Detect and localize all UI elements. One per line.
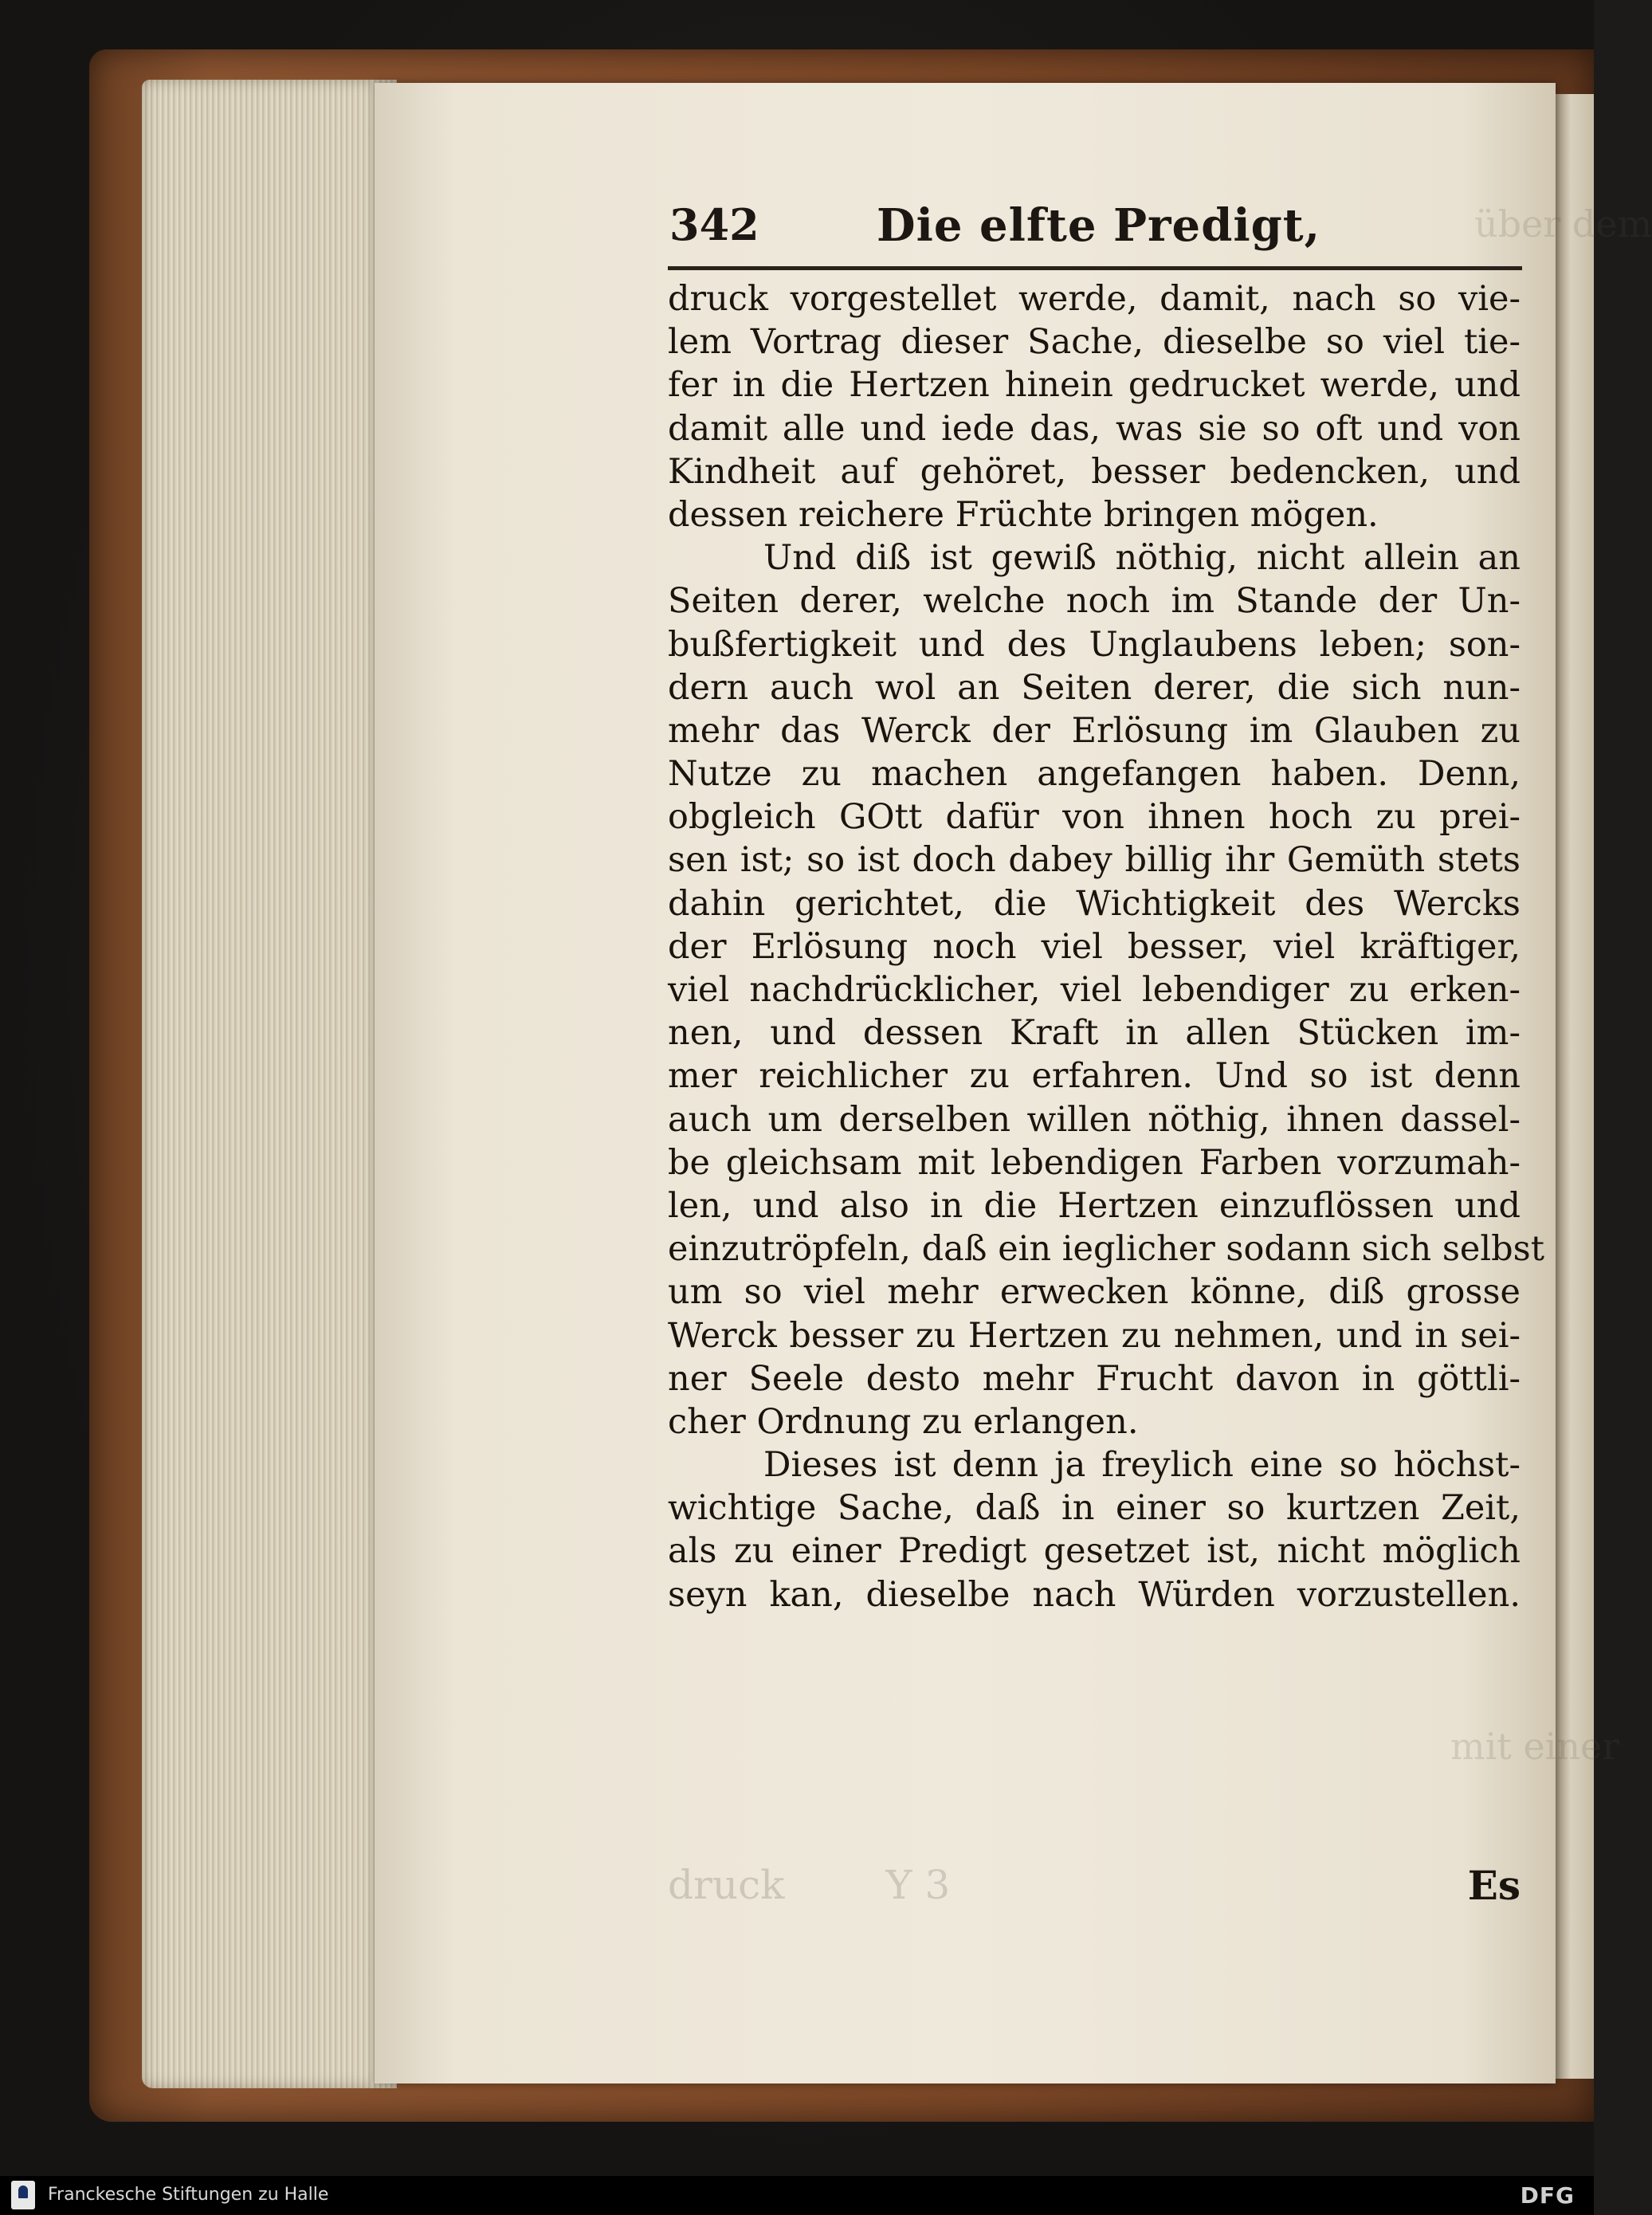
facing-page-edge: [1556, 94, 1594, 2079]
text-line: dern auch wol an Seiten derer, die sich nun-: [668, 667, 1521, 708]
dfg-logo: DFG: [1520, 2182, 1575, 2209]
text-line: Kindheit auf gehöret, besser bedencken, und: [668, 451, 1521, 492]
institution-logo-icon: [11, 2181, 35, 2209]
page-number: 342: [669, 199, 759, 250]
page-header: [669, 199, 1522, 257]
text-line: fer in die Hertzen hinein gedrucket werde, und: [668, 365, 1521, 406]
running-title: Die elfte Predigt,: [877, 199, 1321, 252]
text-line: Dieses ist denn ja freylich eine so höchst-: [763, 1445, 1521, 1486]
viewer-footer: [0, 2176, 1594, 2215]
text-line: Werck besser zu Hertzen zu nehmen, und in sei-: [668, 1315, 1521, 1356]
catchword: Es: [1467, 1862, 1521, 1909]
text-line: der Erlösung noch viel besser, viel kräftiger,: [668, 926, 1521, 967]
text-line: ner Seele desto mehr Frucht davon in göttli-: [668, 1358, 1521, 1399]
text-line: seyn kan, dieselbe nach Würden vorzustellen.: [668, 1574, 1521, 1615]
bleed-through-text: mit einer: [1450, 1725, 1620, 1768]
text-line: als zu einer Predigt gesetzet ist, nicht möglich: [668, 1531, 1521, 1572]
text-line: dessen reichere Früchte bringen mögen.: [668, 494, 1379, 535]
text-line: sen ist; so ist doch dabey billig ihr Gemüth stets: [668, 840, 1521, 881]
page-edges: [142, 80, 397, 2088]
text-line: be gleichsam mit lebendigen Farben vorzumah-: [668, 1142, 1521, 1183]
text-line: viel nachdrücklicher, viel lebendiger zu erken-: [668, 970, 1521, 1010]
text-line: Nutze zu machen angefangen haben. Denn,: [668, 754, 1521, 795]
text-line: dahin gerichtet, die Wichtigkeit des Wercks: [668, 883, 1521, 924]
text-line: wichtige Sache, daß in einer so kurtzen Zeit,: [668, 1488, 1521, 1529]
institution-name: Franckesche Stiftungen zu Halle: [48, 2185, 329, 2205]
bleed-through-text: über dem: [1474, 202, 1652, 245]
header-rule: [668, 266, 1522, 270]
text-line: einzutröpfeln, daß ein ieglicher sodann sich selbst: [668, 1229, 1545, 1270]
text-line: Und diß ist gewiß nöthig, nicht allein an: [763, 538, 1521, 579]
body-text: [668, 277, 1545, 1616]
text-line: mer reichlicher zu erfahren. Und so ist denn: [668, 1056, 1521, 1097]
text-line: nen, und dessen Kraft in allen Stücken im-: [668, 1013, 1521, 1054]
text-line: auch um derselben willen nöthig, ihnen dassel-: [668, 1099, 1521, 1140]
bleed-through-signature: druck Y 3: [668, 1862, 951, 1908]
text-line: Seiten derer, welche noch im Stande der Un-: [668, 581, 1521, 622]
text-line: lem Vortrag dieser Sache, dieselbe so viel tie-: [668, 322, 1521, 363]
text-line: mehr das Werck der Erlösung im Glauben zu: [668, 710, 1521, 751]
text-line: damit alle und iede das, was sie so oft und von: [668, 408, 1521, 449]
catchword-line: [668, 1862, 1521, 1913]
text-line: obgleich GOtt dafür von ihnen hoch zu prei-: [668, 797, 1521, 838]
text-line: bußfertigkeit und des Unglaubens leben; son-: [668, 624, 1521, 665]
text-line: cher Ordnung zu erlangen.: [668, 1401, 1139, 1442]
text-line: druck vorgestellet werde, damit, nach so vie-: [668, 279, 1521, 319]
text-line: um so viel mehr erwecken könne, diß grosse: [668, 1272, 1521, 1313]
text-line: len, und also in die Hertzen einzuflössen und: [668, 1185, 1521, 1226]
